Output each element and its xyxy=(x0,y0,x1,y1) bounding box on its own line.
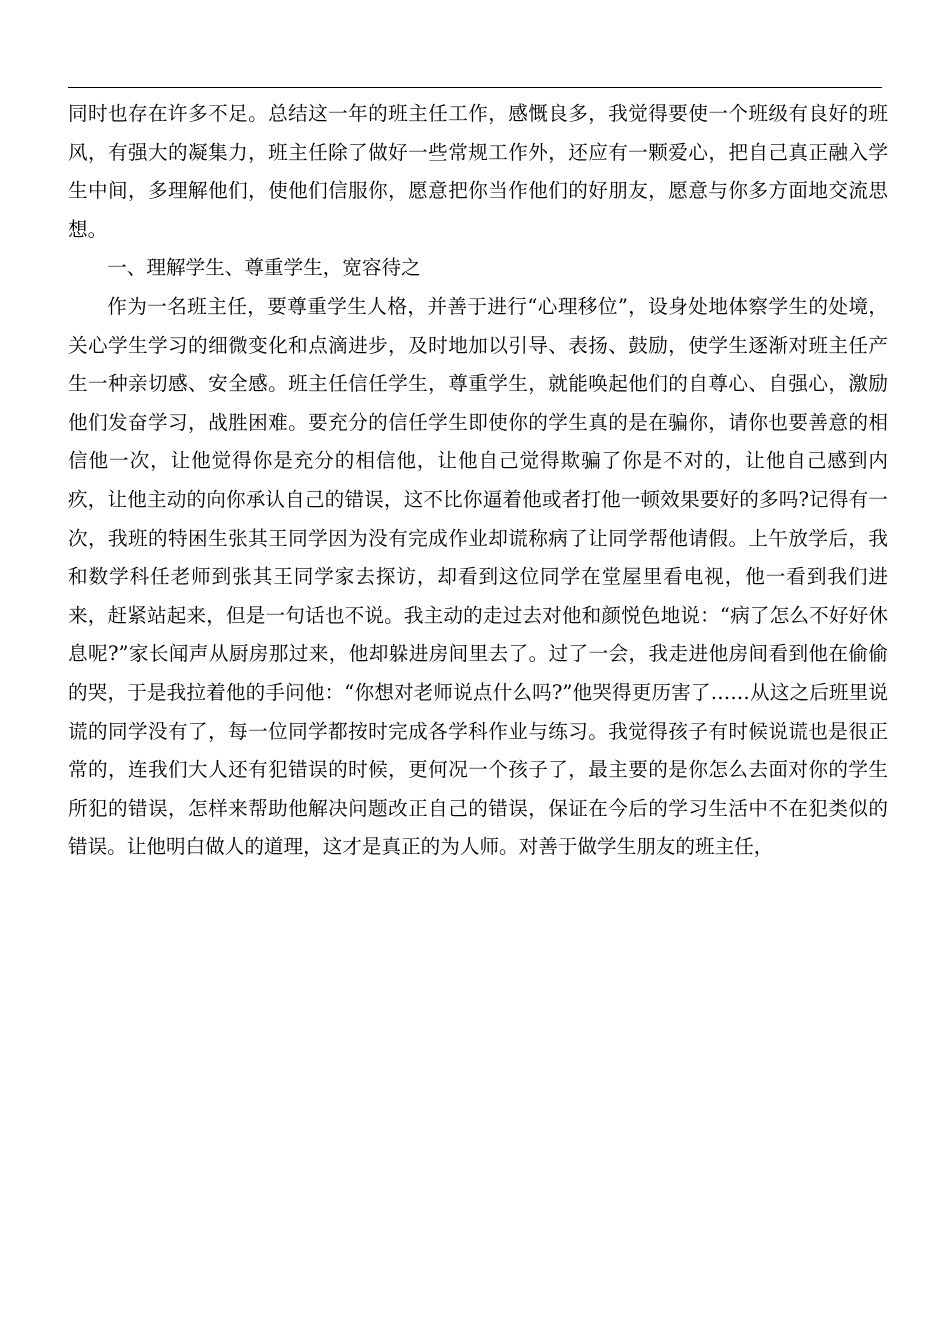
section-heading: 一、理解学生、尊重学生，宽容待之 xyxy=(107,256,421,280)
paragraph-continuation: 同时也存在许多不足。总结这一年的班主任工作，感慨良多，我觉得要使一个班级有良好的班风，有强大的凝集力，班主任除了做好一些常规工作外，还应有一颗爱心，把自己真正融入学生中间，多理解他们，使他们信服你，愿意把你当作他们的好朋友，愿意与你多方面地交流思想。 xyxy=(68,102,888,241)
header-rule xyxy=(68,87,882,88)
document-body xyxy=(68,95,888,867)
paragraph-body: 作为一名班主任，要尊重学生人格，并善于进行“心理移位”，设身处地体察学生的处境，关心学生学习的细微变化和点滴进步，及时地加以引导、表扬、鼓励，使学生逐渐对班主任产生一种亲切感、安全感。班主任信任学生，尊重学生，就能唤起他们的自尊心、自强心，激励他们发奋学习，战胜困难。要充分的信任学生即使你的学生真的是在骗你，请你也要善意的相信他一次，让他觉得你是充分的相信他，让他自己觉得欺骗了你是不对的，让他自己感到内疚，让他主动的向你承认自己的错误，这不比你逼着他或者打他一顿效果要好的多吗?记得有一次，我班的特困生张其王同学因为没有完成作业却谎称病了让同学帮他请假。上午放学后，我和数学科任老师到张其王同学家去探访，却看到这位同学在堂屋里看电视，他一看到我们进来，赶紧站起来，但是一句话也不说。我主动的走过去对他和颜悦色地说：“病了怎么不好好休息呢?”家长闻声从厨房那过来，他却躲进房间里去了。过了一会，我走进他房间看到他在偷偷的哭，于是我拉着他的手问他：“你想对老师说点什么吗?”他哭得更历害了……从这之后班里说谎的同学没有了，每一位同学都按时完成各学科作业与练习。我觉得孩子有时候说谎也是很正常的，连我们大人还有犯错误的时候，更何况一个孩子了，最主要的是你怎么去面对你的学生所犯的错误，怎样来帮助他解决问题改正自己的错误，保证在今后的学习生活中不在犯类似的错误。让他明白做人的道理，这才是真正的为人师。对善于做学生朋友的班主任， xyxy=(68,294,888,859)
